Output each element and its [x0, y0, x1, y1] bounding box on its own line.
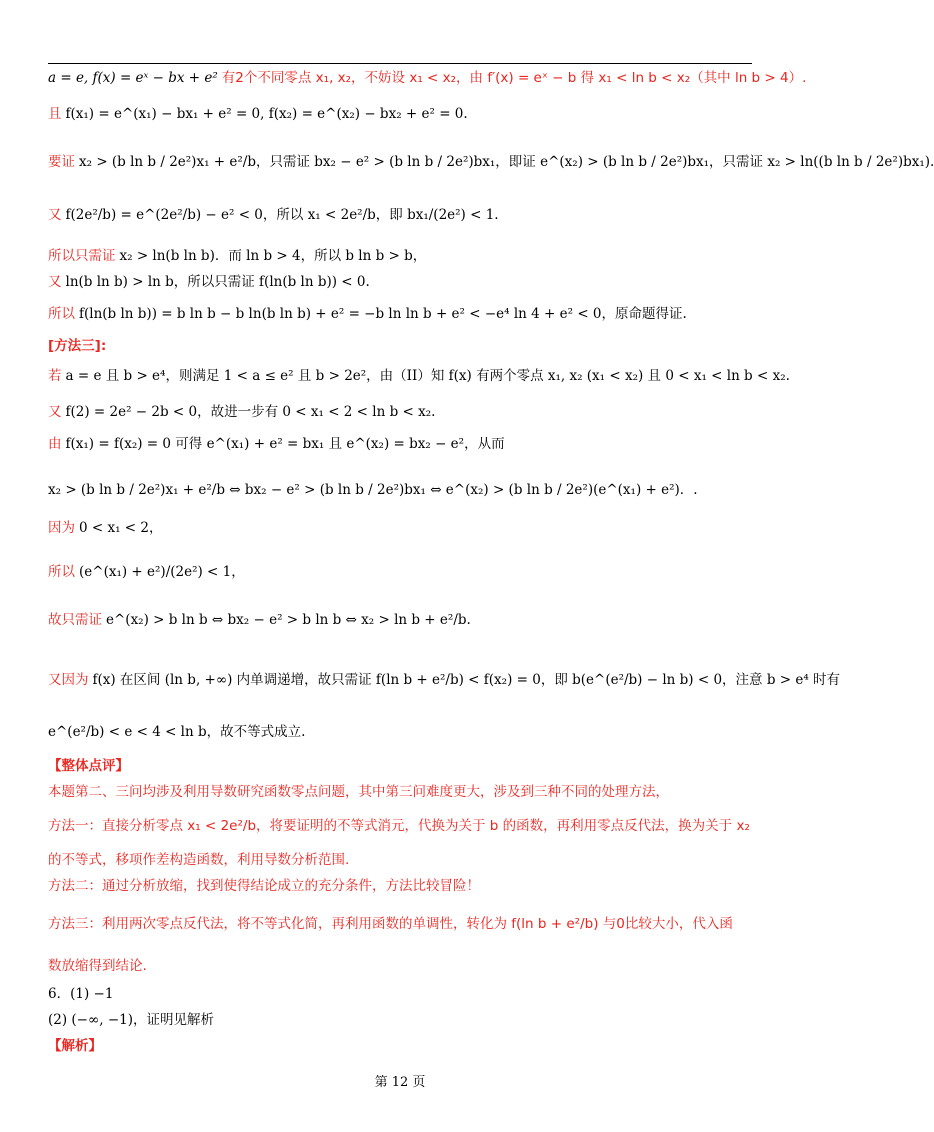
- header-rule: [48, 63, 752, 64]
- line-text-a: 方法二：通过分析放缩，找到使得结论成立的充分条件，方法比较冒险！: [48, 878, 480, 894]
- text-line: [48, 304, 760, 324]
- line-text-b: f(ln(b ln b)) = b ln b − b ln(b ln b) + e² = −b ln ln b + e² < −e⁴ ln 4 + e² < 0，原命题得证.: [79, 306, 687, 322]
- line-text-a: 若: [48, 368, 62, 384]
- line-text-a: 由: [48, 436, 62, 452]
- text-line: [48, 152, 934, 172]
- text-line: [48, 670, 841, 690]
- text-line: [48, 956, 760, 976]
- text-line: [48, 366, 790, 386]
- line-text-b: f(x) 在区间 (ln b, +∞) 内单调递增，故只需证 f(ln b + e²/b) < f(x₂) = 0，即 b(e^(e²/b) − ln b) < 0，注意 b > e⁴ 时有: [92, 672, 841, 688]
- line-text-b: x₂ > (b ln b / 2e²)x₁ + e²/b ⇔ bx₂ − e² > (b ln b / 2e²)bx₁ ⇔ e^(x₂) > (b ln b / 2e²)(e^(x₁) + e²)．.: [48, 482, 698, 498]
- line-text-a: 所以只需证: [48, 248, 116, 264]
- line-text-a: 本题第二、三问均涉及利用导数研究函数零点问题，其中第三问难度更大，涉及到三种不同的处理方法，: [48, 784, 669, 800]
- line-text-b: ln(b ln b) > ln b，所以只需证 f(ln(b ln b)) < 0.: [65, 274, 370, 290]
- line-text-a: (2) (−∞, −1)，证明见解析: [48, 1012, 214, 1028]
- line-text-b: f(x₁) = e^(x₁) − bx₁ + e² = 0, f(x₂) = e^(x₂) − bx₂ + e² = 0.: [65, 106, 468, 122]
- text-line: [48, 610, 760, 630]
- text-line: [48, 984, 760, 1004]
- text-line: [48, 1010, 760, 1030]
- line-text-a: 又因为: [48, 672, 89, 688]
- text-line: [48, 68, 807, 88]
- line-text-a: 的不等式，移项作差构造函数，利用导数分析范围.: [48, 852, 350, 868]
- text-line: [48, 756, 760, 776]
- line-text-a: 又: [48, 207, 62, 223]
- line-text-b: e^(x₂) > b ln b ⇔ bx₂ − e² > b ln b ⇔ x₂ > ln b + e²/b.: [106, 612, 471, 628]
- line-text-b: f(2e²/b) = e^(2e²/b) − e² < 0，所以 x₁ < 2e²/b，即 bx₁/(2e²) < 1.: [65, 207, 499, 223]
- line-text-a: 故只需证: [48, 612, 102, 628]
- line-text-a: 方法一：直接分析零点 x₁ < 2e²/b，将要证明的不等式消元，代换为关于 b 的函数，再利用零点反代法，换为关于 x₂: [48, 818, 750, 834]
- line-text-a: 又: [48, 274, 62, 290]
- text-line: [48, 205, 760, 225]
- line-text-a: 且: [48, 106, 62, 122]
- text-line: [48, 480, 760, 500]
- line-text-a: 【整体点评】: [48, 758, 129, 774]
- page-number: 第 12 页: [374, 1075, 426, 1090]
- text-line: [48, 518, 760, 538]
- line-text-a: 【解析】: [48, 1038, 102, 1054]
- line-text-b: x₂ > ln(b ln b)．而 ln b > 4，所以 b ln b > b，: [119, 248, 427, 264]
- text-line: [48, 336, 760, 356]
- text-line: [48, 914, 760, 934]
- text-line: [48, 1036, 760, 1056]
- line-text-a: 因为: [48, 520, 75, 536]
- line-text-a: a = e, f(x) = eˣ − bx + e²: [48, 70, 218, 86]
- text-line: [48, 850, 760, 870]
- line-text-b: 0 < x₁ < 2，: [79, 520, 163, 536]
- line-text-b: 有2个不同零点 x₁, x₂，不妨设 x₁ < x₂，由 f′(x) = eˣ − b 得 x₁ < ln b < x₂（其中 ln b > 4）.: [221, 70, 807, 86]
- text-line: [48, 434, 760, 454]
- text-line: [48, 816, 760, 836]
- text-line: [48, 782, 760, 802]
- line-text-a: 又: [48, 404, 62, 420]
- line-text-b: (e^(x₁) + e²)/(2e²) < 1，: [79, 564, 245, 580]
- line-text-b: f(x₁) = f(x₂) = 0 可得 e^(x₁) + e² = bx₁ 且 e^(x₂) = bx₂ − e²，从而: [65, 436, 505, 452]
- text-line: [48, 104, 760, 124]
- line-text-a: 6．(1) −1: [48, 986, 114, 1002]
- line-text-a: 所以: [48, 306, 75, 322]
- text-line: [48, 246, 760, 266]
- line-text-b: e^(e²/b) < e < 4 < ln b，故不等式成立.: [48, 724, 306, 740]
- text-line: [48, 562, 760, 582]
- line-text-b: x₂ > (b ln b / 2e²)x₁ + e²/b，只需证 bx₂ − e² > (b ln b / 2e²)bx₁，即证 e^(x₂) > (b ln b / 2e²)bx₁，只需证 x₂ > ln((b ln b / 2e²)bx₁).: [79, 154, 934, 170]
- line-text-a: 所以: [48, 564, 75, 580]
- line-text-a: 数放缩得到结论.: [48, 958, 147, 974]
- text-line: [48, 876, 760, 896]
- line-text-a: 要证: [48, 154, 75, 170]
- text-line: [48, 722, 760, 742]
- line-text-b: a = e 且 b > e⁴，则满足 1 < a ≤ e² 且 b > 2e²，由（II）知 f(x) 有两个零点 x₁, x₂ (x₁ < x₂) 且 0 < x₁ < ln b < x₂.: [65, 368, 790, 384]
- text-line: [48, 272, 760, 292]
- text-line: [48, 402, 760, 422]
- line-text-b: f(2) = 2e² − 2b < 0，故进一步有 0 < x₁ < 2 < ln b < x₂.: [65, 404, 436, 420]
- line-text-a: [方法三]:: [48, 338, 107, 354]
- line-text-a: 方法三：利用两次零点反代法，将不等式化简，再利用函数的单调性，转化为 f(ln b + e²/b) 与0比较大小，代入函: [48, 916, 733, 932]
